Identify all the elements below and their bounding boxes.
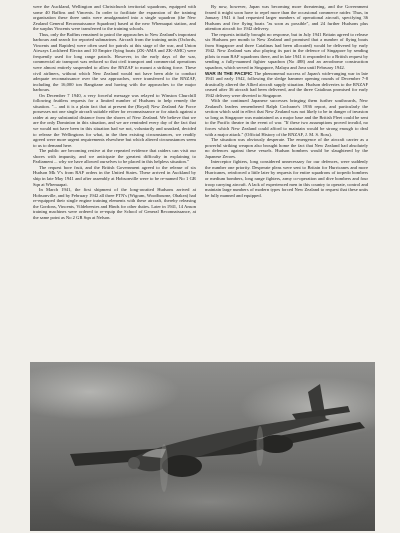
left-text-column bbox=[33, 4, 196, 360]
section-heading: WAR IN THE PACIFIC bbox=[205, 70, 253, 76]
section-text: The phenomenal success of Japan's wide-ranging war in late 1941 and early 1942, following the sledge hammer opening rounds of December 7-8 drastically altered the Allied aircraft supply situation. Hudson deliveries to the RNZAF ceased after 36 aircraft had been delivered, and the three Catalinas promised for early 1942 delivery were diverted to Singapore. bbox=[205, 70, 368, 98]
paragraph: Interceptor fighters, long considered unnecessary for our defences, were suddenly the number one priority. Desperate pleas were sent to Britain for Hurricanes and more Hurricanes, reinforced a little later by requests for entire squadrons of torpedo bombers or medium bombers, long range fighters, army co-operation and dive bombers and four troop carrying aircraft. A lack of experienced men in this country to operate, control and maintain large numbers of modern types forced New Zealand to request that these units be fully manned and equipped. bbox=[205, 159, 368, 198]
right-engine bbox=[259, 435, 293, 453]
paragraph: The requests initially brought no response, but in July 1941 Britain agreed to release six Hudsons per month to New Zealand and promised that a number of flying boats from Singapore and three Catalinas had been allocated) would be delivered by early 1942. New Zealand was also playing its part in the defence of Singapore by sending pilots to man RAF squadrons there, and in late 1941 it responded to a British request by sending a fully-manned fighter squadron (No 488) and an aerodrome construction squadron, which served in Singapore, Malaya and Java until February 1942. bbox=[205, 31, 368, 71]
paragraph: On December 7 1940, a very forceful message was relayed to Winston Churchill following fruitless requests for a limited number of Hudsons to help remedy the situation. "... and it is a plain fact that at present the (Royal) New Zealand Air Force possesses not one single aircraft suitable either for reconnaissance or for attack against a raider at any substantial distance from the shores of New Zealand. We believe that we are the only Dominion in this situation, and we are reminded every day of the fact that we would not have been in this situation had we not, voluntarily and unasked, decided to release the Wellingtons for what, in the then existing circumstances, we readily agreed were more urgent requirements elsewhere but which altered circumstances seem to us to demand here. bbox=[33, 92, 196, 148]
paragraph: With the continued Japanese successes bringing them further southwards, New Zealand's leaders remembered Ralph Cochrane's 1936 report, and particularly the section which said in effect that New Zealand was not likely to be in danger of invasion so long as Singapore was maintained as a major base and the British Fleet could be sent to the Pacific theatre in the event of war. "If these two assumptions proved invalid, no forces which New Zealand could afford to maintain would be strong enough to deal with a major attack." (Official History of the RNZAF, J. M. S. Ross). bbox=[205, 98, 368, 137]
paragraph: were the Auckland, Wellington and Christchurch territorial squadrons, equipped with some 40 Baffins and Vincents. In order to facilitate the expansion of the training organisation these three units were amalgamated into a single squadron (the New Zealand General Reconnaissance Squadron) based at the new Whenuapai station, and the surplus Vincents were transferred to the training schools. bbox=[33, 4, 196, 32]
section-paragraph bbox=[205, 71, 368, 99]
hudson-aircraft-photo bbox=[30, 362, 375, 531]
paragraph: In March 1941, the first shipment of the long-awaited Hudsons arrived at Hobsonville, and by February 1942 all three FTN's (Wigram, Woodbourne, Ohakea) had re-equipped their single engine training elements with these aircraft, thereby releasing the Gordons, Vincents, Vildebeestes and Hinds for other duties. Later in 1941, 14 Anson training machines were ordered to re-equip the School of General Reconnaissance, at the same point as No 2 GR Sqn at Nelson. bbox=[33, 187, 196, 220]
paragraph: Thus, only the Baffins remained to patrol the approaches to New Zealand's important harbours and search for reported submarines. Aircraft from the training units (Oxfords, Vincents and Rapides) were often used for patrols at this stage of the war, and Union Airways Lockheed Electra and 10 Empire flying boats (ZK-AMA and ZK-AMC) were frequently used for long range patrols. However, in the early days of the war, commercial air transport was reduced so that civil transport and commercial operations were almost entirely suspended to allow the RNZAF to mount a striking force. These civil airliners, without which New Zealand would not have been able to conduct adequate reconnaissance over the sea approaches, were transferred to the RNZAF, including the 16,000 ton Rangitane and having with the approaches to the major harbours. bbox=[33, 31, 196, 93]
paragraph: The public are becoming restive at the repeated evidence that raiders can visit our shores with impunity, and we anticipate the greatest difficulty in explaining to Parliament ... why we have allowed ourselves to be placed in this helpless situation." bbox=[33, 148, 196, 165]
paragraph: The request bore fruit, and the British Government agreed to the release of six Hudson Mk V's from RAF orders in the United States. These arrived in Auckland by ship in late May 1941 and after assembly at Hobsonville were to be re-named No 1 GR Sqn at Whenuapai. bbox=[33, 164, 196, 187]
paragraph: The situation was obviously desperate. The emergence of the aircraft carrier as a powerful striking weapon also brought home the fact that New Zealand had absolutely no defences against these vessels. Hudson bombers would be slaughtered by the Japanese Zeroes. bbox=[205, 137, 368, 159]
left-engine bbox=[162, 455, 202, 477]
paragraph: By now, however, Japan was becoming more threatening, and the Government feared it might soon have to repel more than the occasional commerce raider. Thus, in January 1941 it had requested larger numbers of operational aircraft, specifying 36 Hudsons and five flying boats "as soon as possible", and 24 further Hudsons plus attention aircraft for 1942 delivery. bbox=[205, 4, 368, 32]
right-text-column bbox=[205, 4, 368, 362]
